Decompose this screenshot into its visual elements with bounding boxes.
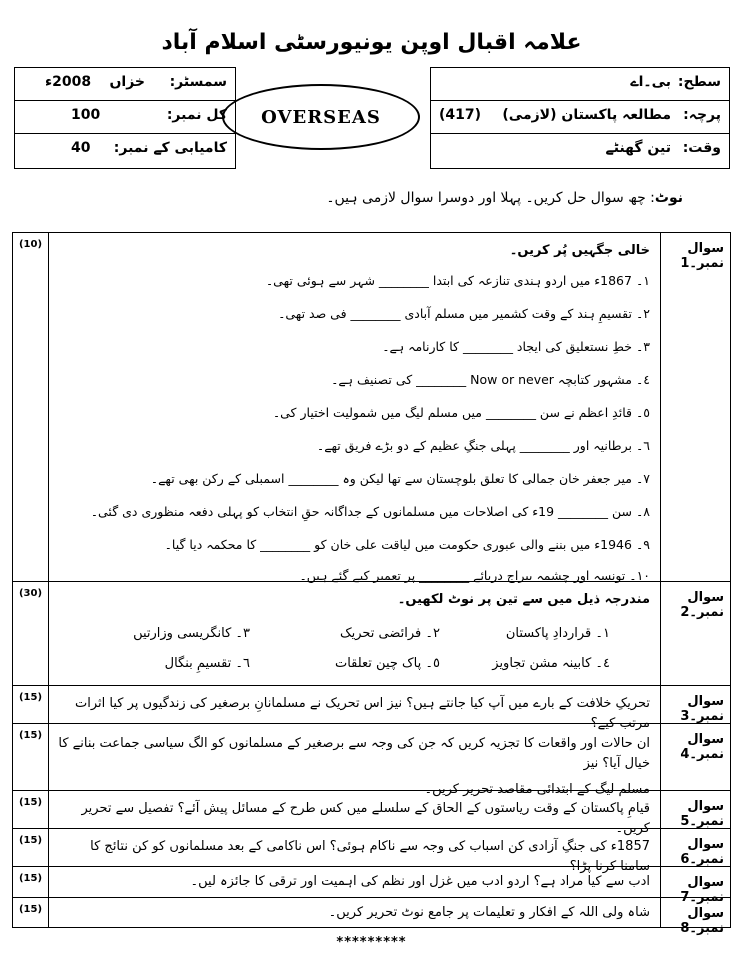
question-row-2 <box>13 582 730 686</box>
total-marks-label: کل نمبر: <box>166 107 227 123</box>
question-text <box>57 590 650 680</box>
question-label: سوال نمبر۔1 <box>660 233 730 581</box>
level-row <box>431 68 729 101</box>
list-item: ٨۔ سن ________ 19ء کی اصلاحات میں مسلمانوں کے جداگانہ حقِ انتخاب کو پہلی دفعہ منظوری دی گئی۔ <box>90 504 650 519</box>
header-left-box <box>14 67 236 169</box>
question-label: سوال نمبر۔2 <box>660 582 730 685</box>
question-row-7 <box>13 867 730 905</box>
question-row-8 <box>13 898 730 936</box>
question-row-5 <box>13 791 730 836</box>
list-item: ٢۔ تقسیمِ ہند کے وقت کشمیر میں مسلم آبادی ________ فی صد تھی۔ <box>278 306 650 321</box>
end-marker: ********* <box>336 935 407 950</box>
question-text <box>57 241 650 583</box>
list-item: ١۔ 1867ء میں اردو ہندی تنازعہ کی ابتدا ________ شہر سے ہوئی تھی۔ <box>265 273 650 288</box>
marks-badge: (15) <box>13 867 49 897</box>
instructions-note <box>326 190 683 206</box>
paper-label: پرچہ: <box>683 107 721 123</box>
question-heading: مندرجہ ذیل میں سے تین پر نوٹ لکھیں۔ <box>397 592 650 607</box>
question-label: سوال نمبر۔7 <box>660 867 730 897</box>
question-row-4 <box>13 724 730 797</box>
question-label: سوال نمبر۔5 <box>660 791 730 828</box>
semester-year: 2008ء <box>45 74 92 90</box>
list-item: ٥۔ پاک چین تعلقات <box>334 656 440 671</box>
question-row-1 <box>13 233 730 582</box>
note-text: : چھ سوال حل کریں۔ پہلا اور دوسرا سوال لازمی ہیں۔ <box>326 190 655 206</box>
question-label: سوال نمبر۔3 <box>660 686 730 723</box>
list-item: ٤۔ مشہور کتابچہ Now or never ________ کی تصنیف ہے۔ <box>331 372 650 387</box>
level-label: سطح: <box>677 74 721 90</box>
question-text: تحریکِ خلافت کے بارے میں آپ کیا جانتے ہیں؟ نیز اس تحریک نے مسلمانانِ برصغیر کی زندگیوں پر کیا اثرات مرتب کیے؟ <box>75 696 650 731</box>
question-label: سوال نمبر۔6 <box>660 829 730 866</box>
question-label: سوال نمبر۔4 <box>660 724 730 790</box>
marks-badge: (30) <box>13 582 49 685</box>
questions-table <box>12 232 731 936</box>
semester-label: سمسٹر: <box>169 74 227 90</box>
university-title: علامہ اقبال اوپن یونیورسٹی اسلام آباد <box>161 30 582 55</box>
question-text: قیامِ پاکستان کے وقت ریاستوں کے الحاق کے سلسلے میں کس طرح کے مسائل پیش آئے؟ تفصیل سے تحریر کریں۔ <box>81 801 650 836</box>
question-row-3 <box>13 686 730 731</box>
list-item: ٤۔ کابینہ مشن تجاویز <box>492 656 610 671</box>
marks-badge: (10) <box>13 233 49 581</box>
list-item: ٣۔ کانگریسی وزارتیں <box>133 626 250 641</box>
paper-value: مطالعہ پاکستان (لازمی) <box>502 107 671 123</box>
question-line: ان حالات اور واقعات کا تجزیہ کریں کہ جن کی وجہ سے برصغیر کے مسلمانوں کو الگ سیاسی جماعت بنانے کا خیال آیا؟ نیز <box>58 736 650 771</box>
question-label: سوال نمبر۔8 <box>660 898 730 927</box>
list-item: ٩۔ 1946ء میں بننے والی عبوری حکومت میں لیاقت علی خان کو ________ کا محکمہ دیا گیا۔ <box>164 537 650 552</box>
question-row-6 <box>13 829 730 874</box>
marks-badge: (15) <box>13 686 49 723</box>
pass-marks-row <box>15 134 235 167</box>
marks-badge: (15) <box>13 898 49 927</box>
marks-badge: (15) <box>13 724 49 790</box>
level-value: بی۔اے <box>630 74 671 90</box>
semester-value: خزاں <box>109 74 145 90</box>
overseas-stamp: OVERSEAS <box>222 84 420 150</box>
note-label: نوٹ <box>654 190 683 206</box>
question-line: مسلم لیگ کے ابتدائی مقاصد تحریر کریں۔ <box>424 782 650 797</box>
list-item: ٣۔ خطِ نستعلیق کی ایجاد ________ کا کارنامہ ہے۔ <box>382 339 650 354</box>
list-item: ٦۔ برطانیہ اور ________ پہلی جنگِ عظیم کے دو بڑے فریق تھے۔ <box>316 438 650 453</box>
question-text: شاہ ولی اللہ کے افکار و تعلیمات پر جامع نوٹ تحریر کریں۔ <box>328 905 650 920</box>
question-text: ادب سے کیا مراد ہے؟ اردو ادب میں غزل اور نظم کی اہمیت اور ترقی کا جائزہ لیں۔ <box>190 874 650 889</box>
paper-row <box>431 101 729 134</box>
list-item: ٥۔ قائدِ اعظم نے سن ________ میں مسلم لیگ میں شمولیت اختیار کی۔ <box>272 405 650 420</box>
paper-code: (417) <box>439 107 482 123</box>
list-item: ٢۔ فرائضی تحریک <box>339 626 440 641</box>
list-item: ١٠۔ تونسہ اور چشمہ بیراج دریائے ________ پر تعمیر کیے گئے ہیں۔ <box>299 568 650 583</box>
time-label: وقت: <box>682 140 721 156</box>
pass-marks-value: 40 <box>71 140 91 156</box>
total-marks-value: 100 <box>71 107 101 123</box>
list-item: ٦۔ تقسیمِ بنگال <box>164 656 250 671</box>
question-heading: خالی جگہیں پُر کریں۔ <box>509 243 650 258</box>
time-value: تین گھنٹے <box>605 140 671 156</box>
semester-row <box>15 68 235 101</box>
marks-badge: (15) <box>13 829 49 866</box>
header-right-box <box>430 67 730 169</box>
list-item: ١۔ قراردادِ پاکستان <box>505 626 610 641</box>
total-marks-row <box>15 101 235 134</box>
marks-badge: (15) <box>13 791 49 828</box>
pass-marks-label: کامیابی کے نمبر: <box>113 140 227 156</box>
time-row <box>431 134 729 167</box>
question-text: 1857ء کی جنگِ آزادی کن اسباب کی وجہ سے ناکام ہوئی؟ اس ناکامی کے بعد مسلمانوں کو کن نتائج کا سامنا کرنا پڑا؟ <box>90 839 650 874</box>
list-item: ٧۔ میر جعفر خان جمالی کا تعلق بلوچستان سے تھا لیکن وہ ________ اسمبلی کے رکن بھی تھے۔ <box>150 471 650 486</box>
